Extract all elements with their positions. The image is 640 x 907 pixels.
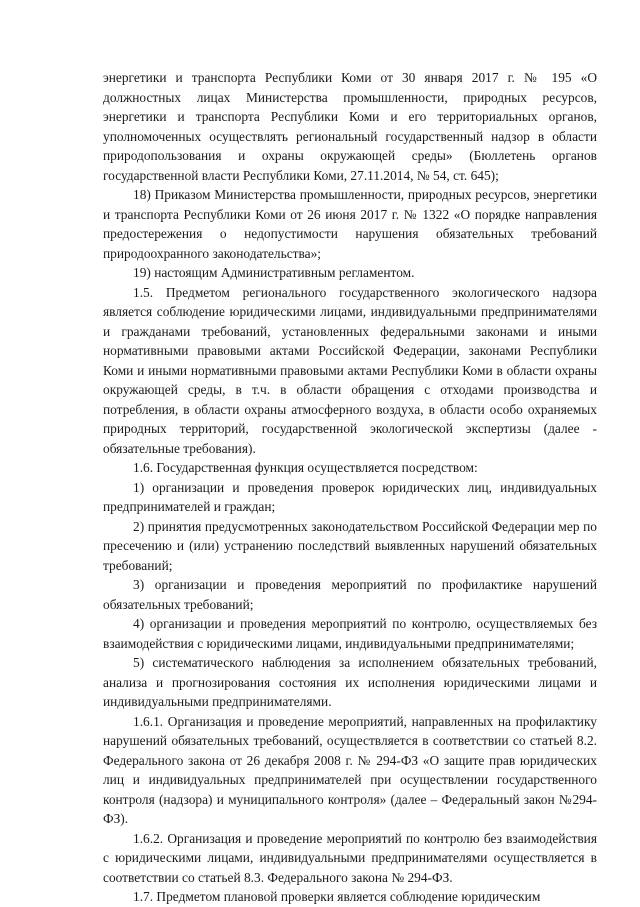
paragraph-1-6-item-1: 1) организации и проведения проверок юридических лиц, индивидуальных предпринимателей и граждан; bbox=[103, 479, 597, 514]
paragraph-continuation: энергетики и транспорта Республики Коми от 30 января 2017 г. № 195 «О должностных лицах Министерства промышленности, природных ресурсов, энергетики и транспорта Республики Коми и его территориальных органов, уполномоченных осуществлять региональный государственный надзор в области природопользования и охраны окружающей среды» (Бюллетень органов государственной власти Республики Коми, 27.11.2014, № 54, ст. 645); bbox=[103, 70, 597, 183]
paragraph-1-6-item-2: 2) принятия предусмотренных законодательством Российской Федерации мер по пресечению и (или) устранению последствий выявленных нарушений обязательных требований; bbox=[103, 518, 597, 573]
paragraph-1-6: 1.6. Государственная функция осуществляется посредством: bbox=[133, 460, 478, 475]
paragraph-1-6-2: 1.6.2. Организация и проведение мероприятий по контролю без взаимодействия с юридическими лицами, индивидуальными предпринимателями осуществляется в соответствии со статьей 8.3. Федерального закона № 294-ФЗ. bbox=[103, 830, 597, 885]
document-page bbox=[103, 68, 597, 907]
paragraph-1-7: 1.7. Предметом плановой проверки является соблюдение юридическим bbox=[133, 889, 541, 904]
paragraph-1-6-1: 1.6.1. Организация и проведение мероприятий, направленных на профилактику нарушений обязательных требований, осуществляется в соответствии со статьей 8.2. Федерального закона от 26 декабря 2008 г. № 294-ФЗ «О защите прав юридических лиц и индивидуальных предпринимателей при осуществлении государственного контроля (надзора) и муниципального контроля» (далее – Федеральный закон №294-ФЗ). bbox=[103, 713, 597, 826]
paragraph-1-6-item-3: 3) организации и проведения мероприятий по профилактике нарушений обязательных требований; bbox=[103, 577, 597, 612]
paragraph-1-6-item-5: 5) систематического наблюдения за исполнением обязательных требований, анализа и прогнозирования состояния их исполнения юридическими лицами и индивидуальными предпринимателями. bbox=[103, 655, 597, 709]
paragraph-1-5: 1.5. Предметом регионального государственного экологического надзора является соблюдение юридическими лицами, индивидуальными предпринимателями и гражданами требований, установленных федеральными законами и иными нормативными правовыми актами Российской Федерации, законами Республики Коми и иными нормативными правовыми актами Республики Коми в области охраны окружающей среды, в т.ч. в области обращения с отходами производства и потребления, в области охраны атмосферного воздуха, в области особо охраняемых природных территорий, государственной экологической экспертизы (далее - обязательные требования). bbox=[103, 284, 597, 456]
paragraph-1-6-item-4: 4) организации и проведения мероприятий по контролю, осуществляемых без взаимодействия с юридическими лицами, индивидуальными предпринимателями; bbox=[103, 616, 597, 651]
paragraph-item-18: 18) Приказом Министерства промышленности, природных ресурсов, энергетики и транспорта Республики Коми от 26 июня 2017 г. № 1322 «О порядке направления предостережения о недопустимости нарушения обязательных требований природоохранного законодательства»; bbox=[103, 187, 597, 261]
paragraph-item-19: 19) настоящим Административным регламентом. bbox=[133, 265, 415, 280]
